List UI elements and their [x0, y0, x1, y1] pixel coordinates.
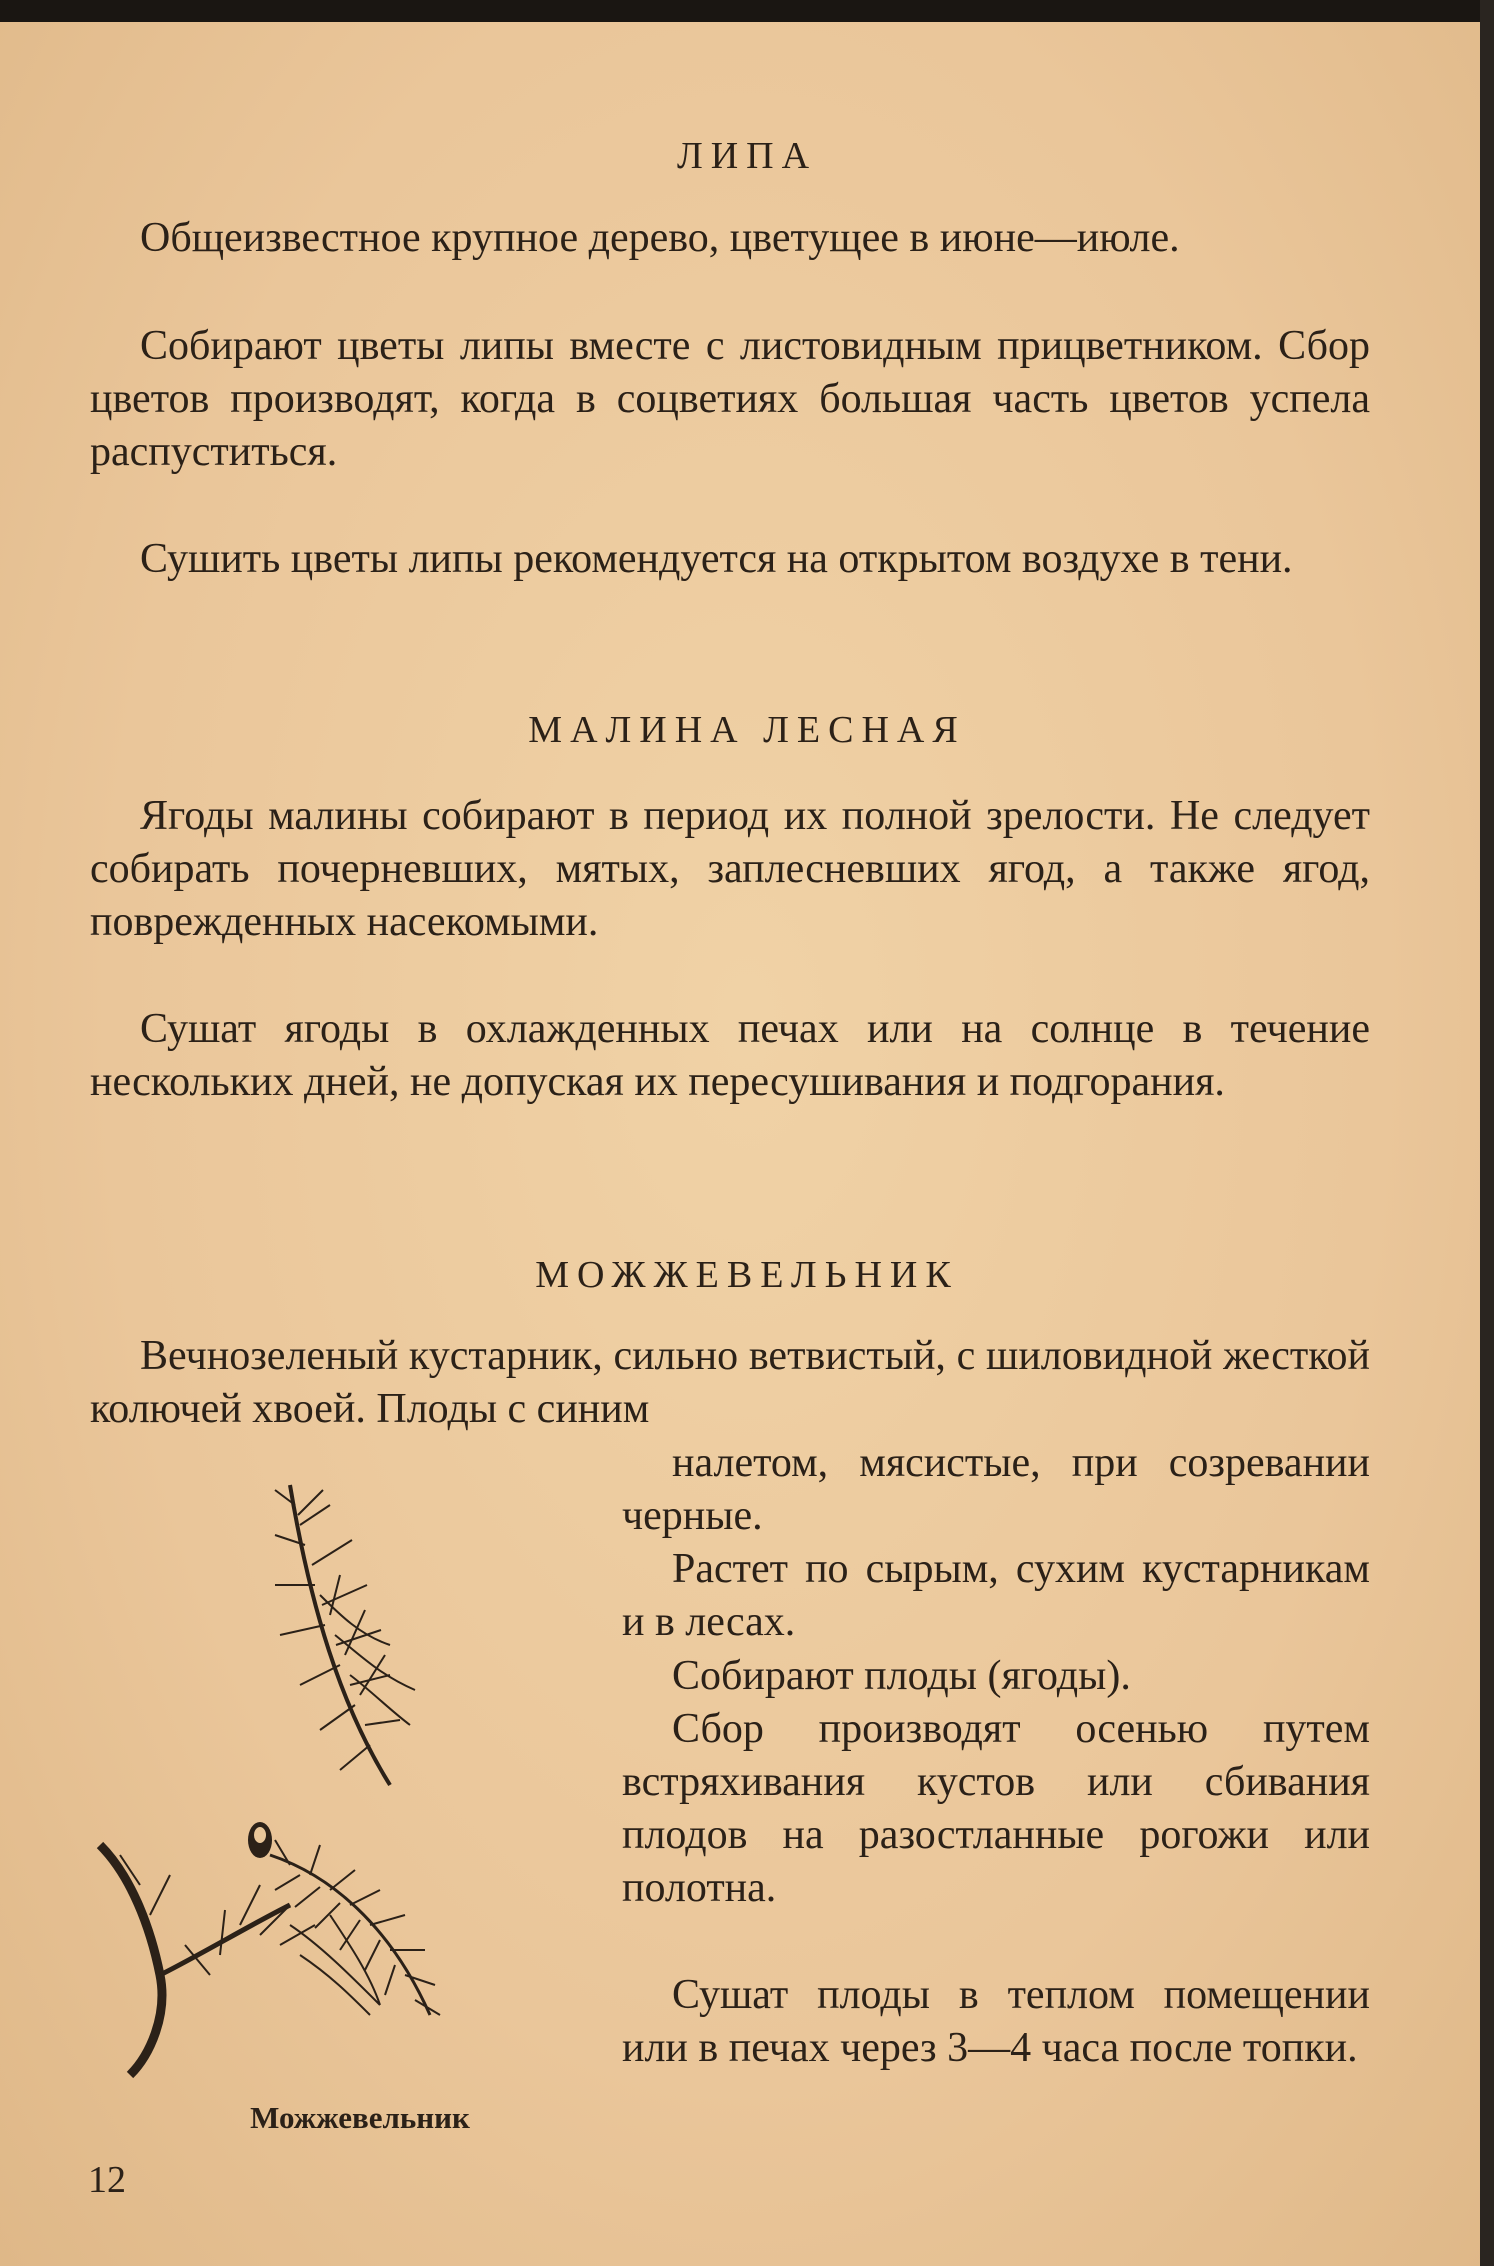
juniper-paragraph-5: Сушат плоды в теплом помещении или в печах через 3—4 часа после топки. — [622, 1972, 1370, 2071]
heading-malina: МАЛИНА ЛЕСНАЯ — [528, 709, 966, 751]
juniper-paragraph-2: Растет по сырым, сухим кустарникам и в лесах. — [622, 1546, 1370, 1645]
juniper-paragraph-3: Собирают плоды (ягоды). — [672, 1653, 1131, 1699]
juniper-branch-illustration — [90, 1455, 570, 2085]
malina-paragraph-2: Сушат ягоды в охлажденных печах или на солнце в течение нескольких дней, не допуская их пересушивания и подгорания. — [90, 1006, 1370, 1105]
scan-edge-right — [1480, 0, 1494, 2266]
heading-lipa: ЛИПА — [676, 135, 818, 177]
page-number: 12 — [88, 2159, 126, 2201]
figure-caption: Можжевельник — [250, 2100, 470, 2135]
juniper-paragraph-4: Сбор производят осенью путем встряхивания кустов или сбивания плодов на разостланные рогожи или полотна. — [622, 1706, 1370, 1911]
malina-paragraph-1: Ягоды малины собирают в период их полной зрелости. Не следует собирать почерневших, мятых, заплесневших ягод, а также ягод, поврежденных насекомыми. — [90, 793, 1370, 945]
juniper-paragraph-1: налетом, мясистые, при созревании черные. — [622, 1440, 1370, 1539]
heading-juniper: МОЖЖЕВЕЛЬНИК — [535, 1254, 959, 1296]
juniper-intro: Вечнозеленый кустарник, сильно ветвистый, с шиловидной жесткой колючей хвоей. Плоды с синим — [90, 1333, 1370, 1432]
scan-edge-top — [0, 0, 1494, 22]
lipa-paragraph-2: Собирают цветы липы вместе с листовидным прицветником. Сбор цветов производят, когда в соцветиях большая часть цветов успела распуститься. — [90, 323, 1370, 475]
lipa-paragraph-3: Сушить цветы липы рекомендуется на открытом воздухе в тени. — [140, 536, 1293, 582]
lipa-paragraph-1: Общеизвестное крупное дерево, цветущее в июне—июле. — [140, 215, 1180, 261]
